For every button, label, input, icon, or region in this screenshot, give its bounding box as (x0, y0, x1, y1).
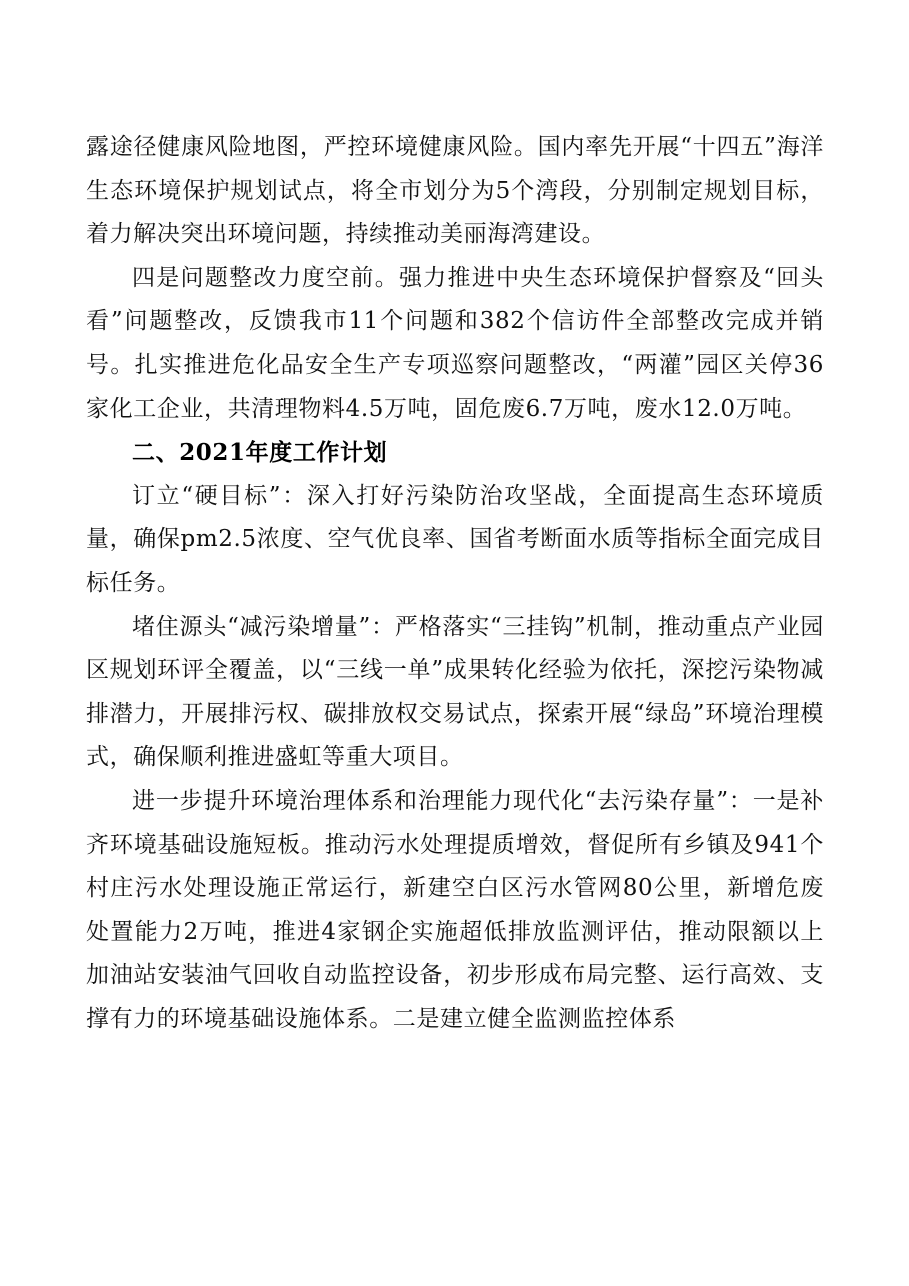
paragraph-continuation: 露途径健康风险地图，严控环境健康风险。国内率先开展“十四五”海洋生态环境保护规划试点，将全市划分为5个湾段，分别制定规划目标，着力解决突出环境问题，持续推动美丽海湾建设。 (86, 134, 824, 248)
paragraph-rectification: 四是问题整改力度空前。强力推进中央生态环境保护督察及“回头看”问题整改，反馈我市11个问题和382个信访件全部整改完成并销号。扎实推进危化品安全生产专项巡察问题整改，“两灌”园区关停36家化工企业，共清理物料4.5万吨，固危废6.7万吨，废水12.0万吨。 (86, 264, 824, 422)
paragraph-hard-targets: 订立“硬目标”：深入打好污染防治攻坚战，全面提高生态环境质量，确保pm2.5浓度、空气优良率、国省考断面水质等指标全面完成目标任务。 (86, 482, 824, 596)
paragraph-reduce-pollution-increment: 堵住源头“减污染增量”：严格落实“三挂钩”机制，推动重点产业园区规划环评全覆盖，以“三线一单”成果转化经验为依托，深挖污染物减排潜力，开展排污权、碳排放权交易试点，探索开展“绿岛”环境治理模式，确保顺利推进盛虹等重大项目。 (86, 613, 824, 771)
section-heading-work-plan: 二、2021年度工作计划 (132, 439, 388, 467)
paragraph-reduce-pollution-stock: 进一步提升环境治理体系和治理能力现代化“去污染存量”：一是补齐环境基础设施短板。推动污水处理提质增效，督促所有乡镇及941个村庄污水处理设施正常运行，新建空白区污水管网80公里，新增危废处置能力2万吨，推进4家钢企实施超低排放监测评估，推动限额以上加油站安装油气回收自动监控设备，初步形成布局完整、运行高效、支撑有力的环境基础设施体系。二是建立健全监测监控体系 (86, 787, 824, 1032)
document-body (86, 126, 824, 1041)
